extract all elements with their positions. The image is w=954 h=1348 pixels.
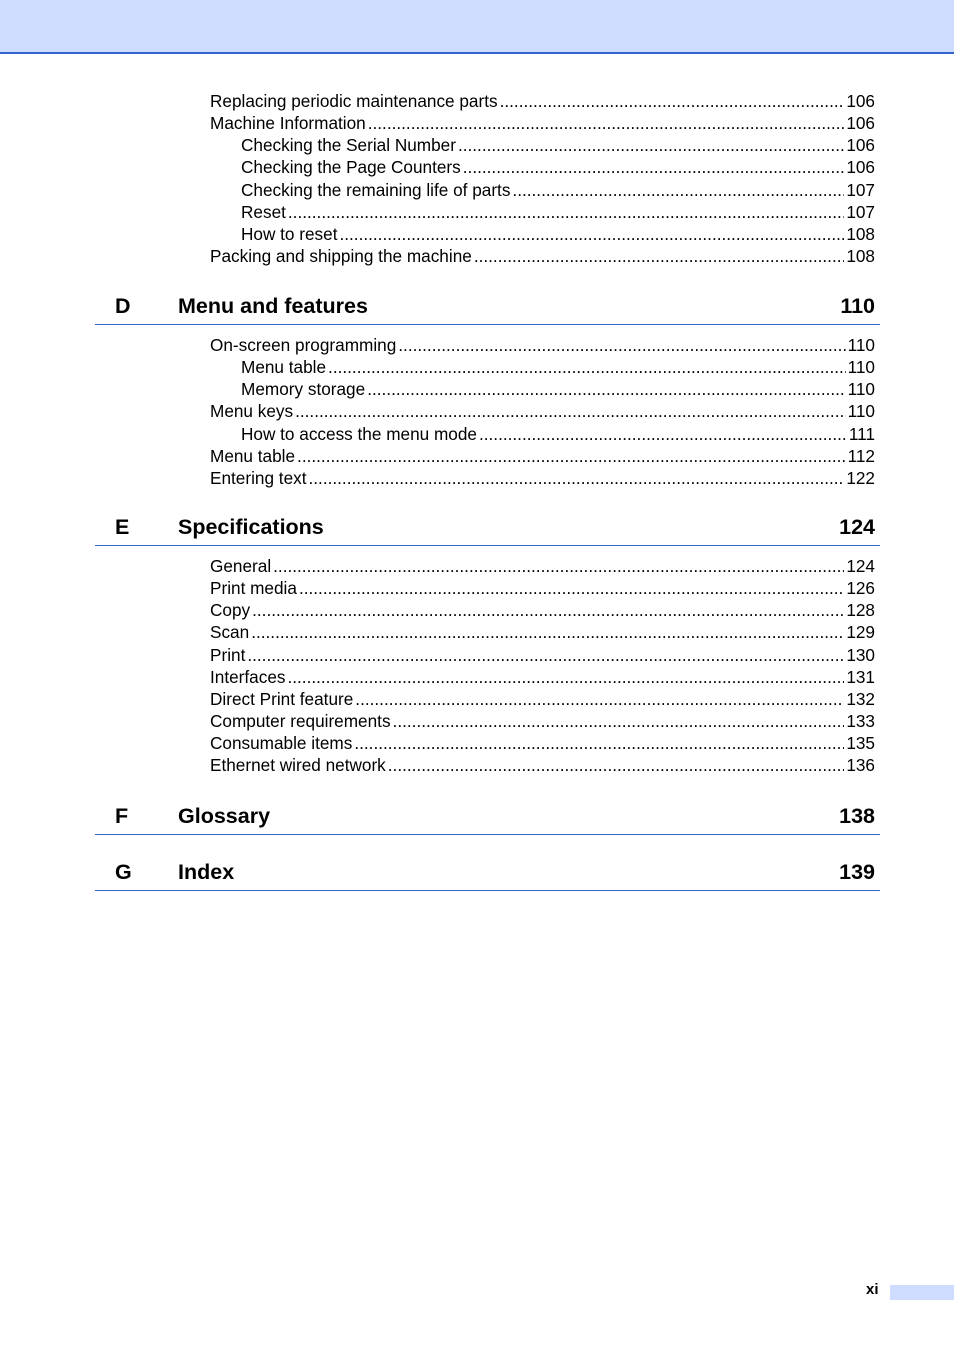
toc-entry-page: 106 — [846, 157, 875, 178]
toc-entry[interactable] — [210, 621, 875, 643]
dot-leader — [328, 356, 846, 378]
chapter-title: Glossary — [178, 804, 271, 828]
toc-entry[interactable] — [210, 577, 875, 599]
toc-entry-page: 108 — [846, 246, 875, 267]
chapter-page: 138 — [839, 804, 875, 828]
toc-entry[interactable] — [210, 400, 875, 422]
toc-entry-page: 106 — [846, 113, 875, 134]
toc-entry-page: 110 — [847, 379, 875, 400]
header-band — [0, 0, 954, 54]
toc-entry-title: Memory storage — [241, 379, 366, 400]
toc-entry-title: Checking the Page Counters — [241, 157, 461, 178]
toc-entry-page: 124 — [846, 556, 875, 576]
chapter-page: 124 — [839, 515, 875, 539]
chapter-title: Specifications — [178, 515, 324, 539]
toc-entry-page: 129 — [846, 622, 875, 643]
dot-leader — [393, 710, 845, 732]
dot-leader — [512, 179, 844, 201]
toc-entry[interactable] — [241, 134, 875, 156]
chapter-letter: D — [115, 294, 131, 318]
toc-entry-page: 110 — [847, 335, 875, 355]
dot-leader — [299, 577, 844, 599]
dot-leader — [273, 555, 844, 577]
chapter-letter: E — [115, 515, 130, 539]
toc-entry[interactable] — [210, 467, 875, 489]
toc-entry-page: 110 — [847, 357, 875, 378]
toc-entry[interactable] — [210, 688, 875, 710]
page-number: xi — [866, 1281, 879, 1298]
toc-entry[interactable] — [241, 423, 875, 445]
dot-leader — [463, 156, 845, 178]
toc-entry-title: Machine Information — [210, 113, 366, 134]
dot-leader — [354, 732, 844, 754]
toc-entry-title: Computer requirements — [210, 711, 391, 732]
toc-entry-page: 126 — [846, 578, 875, 599]
toc-entry-page: 122 — [846, 467, 875, 488]
toc-entry-title: Copy — [210, 600, 251, 621]
toc-entry[interactable] — [241, 156, 875, 178]
dot-leader — [355, 688, 844, 710]
toc-entry-title: Scan — [210, 622, 250, 643]
dot-leader — [474, 245, 845, 267]
toc-entry-title: How to reset — [241, 223, 338, 244]
toc-entry-page: 106 — [846, 91, 875, 111]
dot-leader — [479, 423, 847, 445]
toc-entry-title: Menu keys — [210, 401, 294, 422]
chapter-heading[interactable] — [95, 511, 880, 546]
toc-entry-title: Direct Print feature — [210, 688, 354, 709]
dot-leader — [388, 754, 845, 776]
toc-entry-page: 135 — [846, 733, 875, 754]
toc-entry-page: 112 — [847, 445, 875, 466]
toc-entry-page: 132 — [846, 688, 875, 709]
dot-leader — [339, 223, 844, 245]
toc-entry-title: Menu table — [241, 357, 327, 378]
toc-entry-page: 106 — [846, 135, 875, 156]
toc-entry[interactable] — [210, 245, 875, 267]
toc-entry[interactable] — [210, 555, 875, 577]
toc-entry-title: Packing and shipping the machine — [210, 246, 472, 267]
dot-leader — [295, 400, 845, 422]
dot-leader — [288, 201, 844, 223]
toc-entry[interactable] — [241, 179, 875, 201]
toc-entry-title: Ethernet wired network — [210, 755, 386, 776]
toc-entry[interactable] — [210, 445, 875, 467]
dot-leader — [458, 134, 844, 156]
dot-leader — [252, 599, 844, 621]
toc-entry[interactable] — [210, 334, 875, 356]
chapter-page: 139 — [839, 860, 875, 884]
chapter-page: 110 — [840, 294, 875, 318]
chapter-title: Menu and features — [178, 294, 368, 318]
dot-leader — [247, 644, 844, 666]
toc-entry-title: How to access the menu mode — [241, 423, 477, 444]
toc-entry[interactable] — [241, 378, 875, 400]
chapter-title: Index — [178, 860, 235, 884]
toc-entry[interactable] — [210, 644, 875, 666]
page-tab — [890, 1285, 954, 1300]
chapter-heading[interactable] — [95, 856, 880, 891]
toc-entry-title: Menu table — [210, 445, 296, 466]
toc-entry-page: 128 — [846, 600, 875, 621]
toc-entry-title: Print — [210, 644, 246, 665]
toc-entry-page: 131 — [846, 666, 875, 687]
toc-entry[interactable] — [210, 599, 875, 621]
toc-entry-title: Entering text — [210, 467, 307, 488]
dot-leader — [309, 467, 845, 489]
toc-entry-page: 133 — [846, 711, 875, 732]
toc-entry-title: Interfaces — [210, 666, 286, 687]
toc-entry[interactable] — [210, 754, 875, 776]
dot-leader — [398, 334, 845, 356]
toc-entry-title: On-screen programming — [210, 335, 397, 355]
chapter-heading[interactable] — [95, 290, 880, 325]
toc-entry-page: 108 — [846, 223, 875, 244]
dot-leader — [367, 378, 845, 400]
chapter-letter: G — [115, 860, 132, 884]
toc-entry[interactable] — [241, 356, 875, 378]
toc-entry-title: Replacing periodic maintenance parts — [210, 91, 498, 111]
toc-entry[interactable] — [210, 666, 875, 688]
toc-entry-title: Reset — [241, 201, 286, 222]
dot-leader — [287, 666, 844, 688]
toc-entry-page: 130 — [846, 644, 875, 665]
toc-entry[interactable] — [241, 223, 875, 245]
toc-entry-page: 111 — [848, 423, 875, 444]
toc-entry[interactable] — [210, 112, 875, 134]
toc-entry-page: 107 — [846, 179, 875, 200]
dot-leader — [368, 112, 845, 134]
toc-entry[interactable] — [210, 732, 875, 754]
toc-entry[interactable] — [210, 90, 875, 112]
dot-leader — [251, 621, 844, 643]
dot-leader — [500, 90, 845, 112]
toc-entry-title: Print media — [210, 578, 297, 599]
toc-entry-title: Checking the Serial Number — [241, 135, 456, 156]
toc-entry[interactable] — [241, 201, 875, 223]
toc-entry[interactable] — [210, 710, 875, 732]
chapter-heading[interactable] — [95, 800, 880, 835]
toc-entry-title: Consumable items — [210, 733, 353, 754]
toc-entry-page: 110 — [847, 401, 875, 422]
toc-entry-title: General — [210, 556, 272, 576]
chapter-letter: F — [115, 804, 129, 828]
toc-entry-page: 107 — [846, 201, 875, 222]
toc-entry-title: Checking the remaining life of parts — [241, 179, 511, 200]
toc-entry-page: 136 — [846, 755, 875, 776]
dot-leader — [297, 445, 846, 467]
